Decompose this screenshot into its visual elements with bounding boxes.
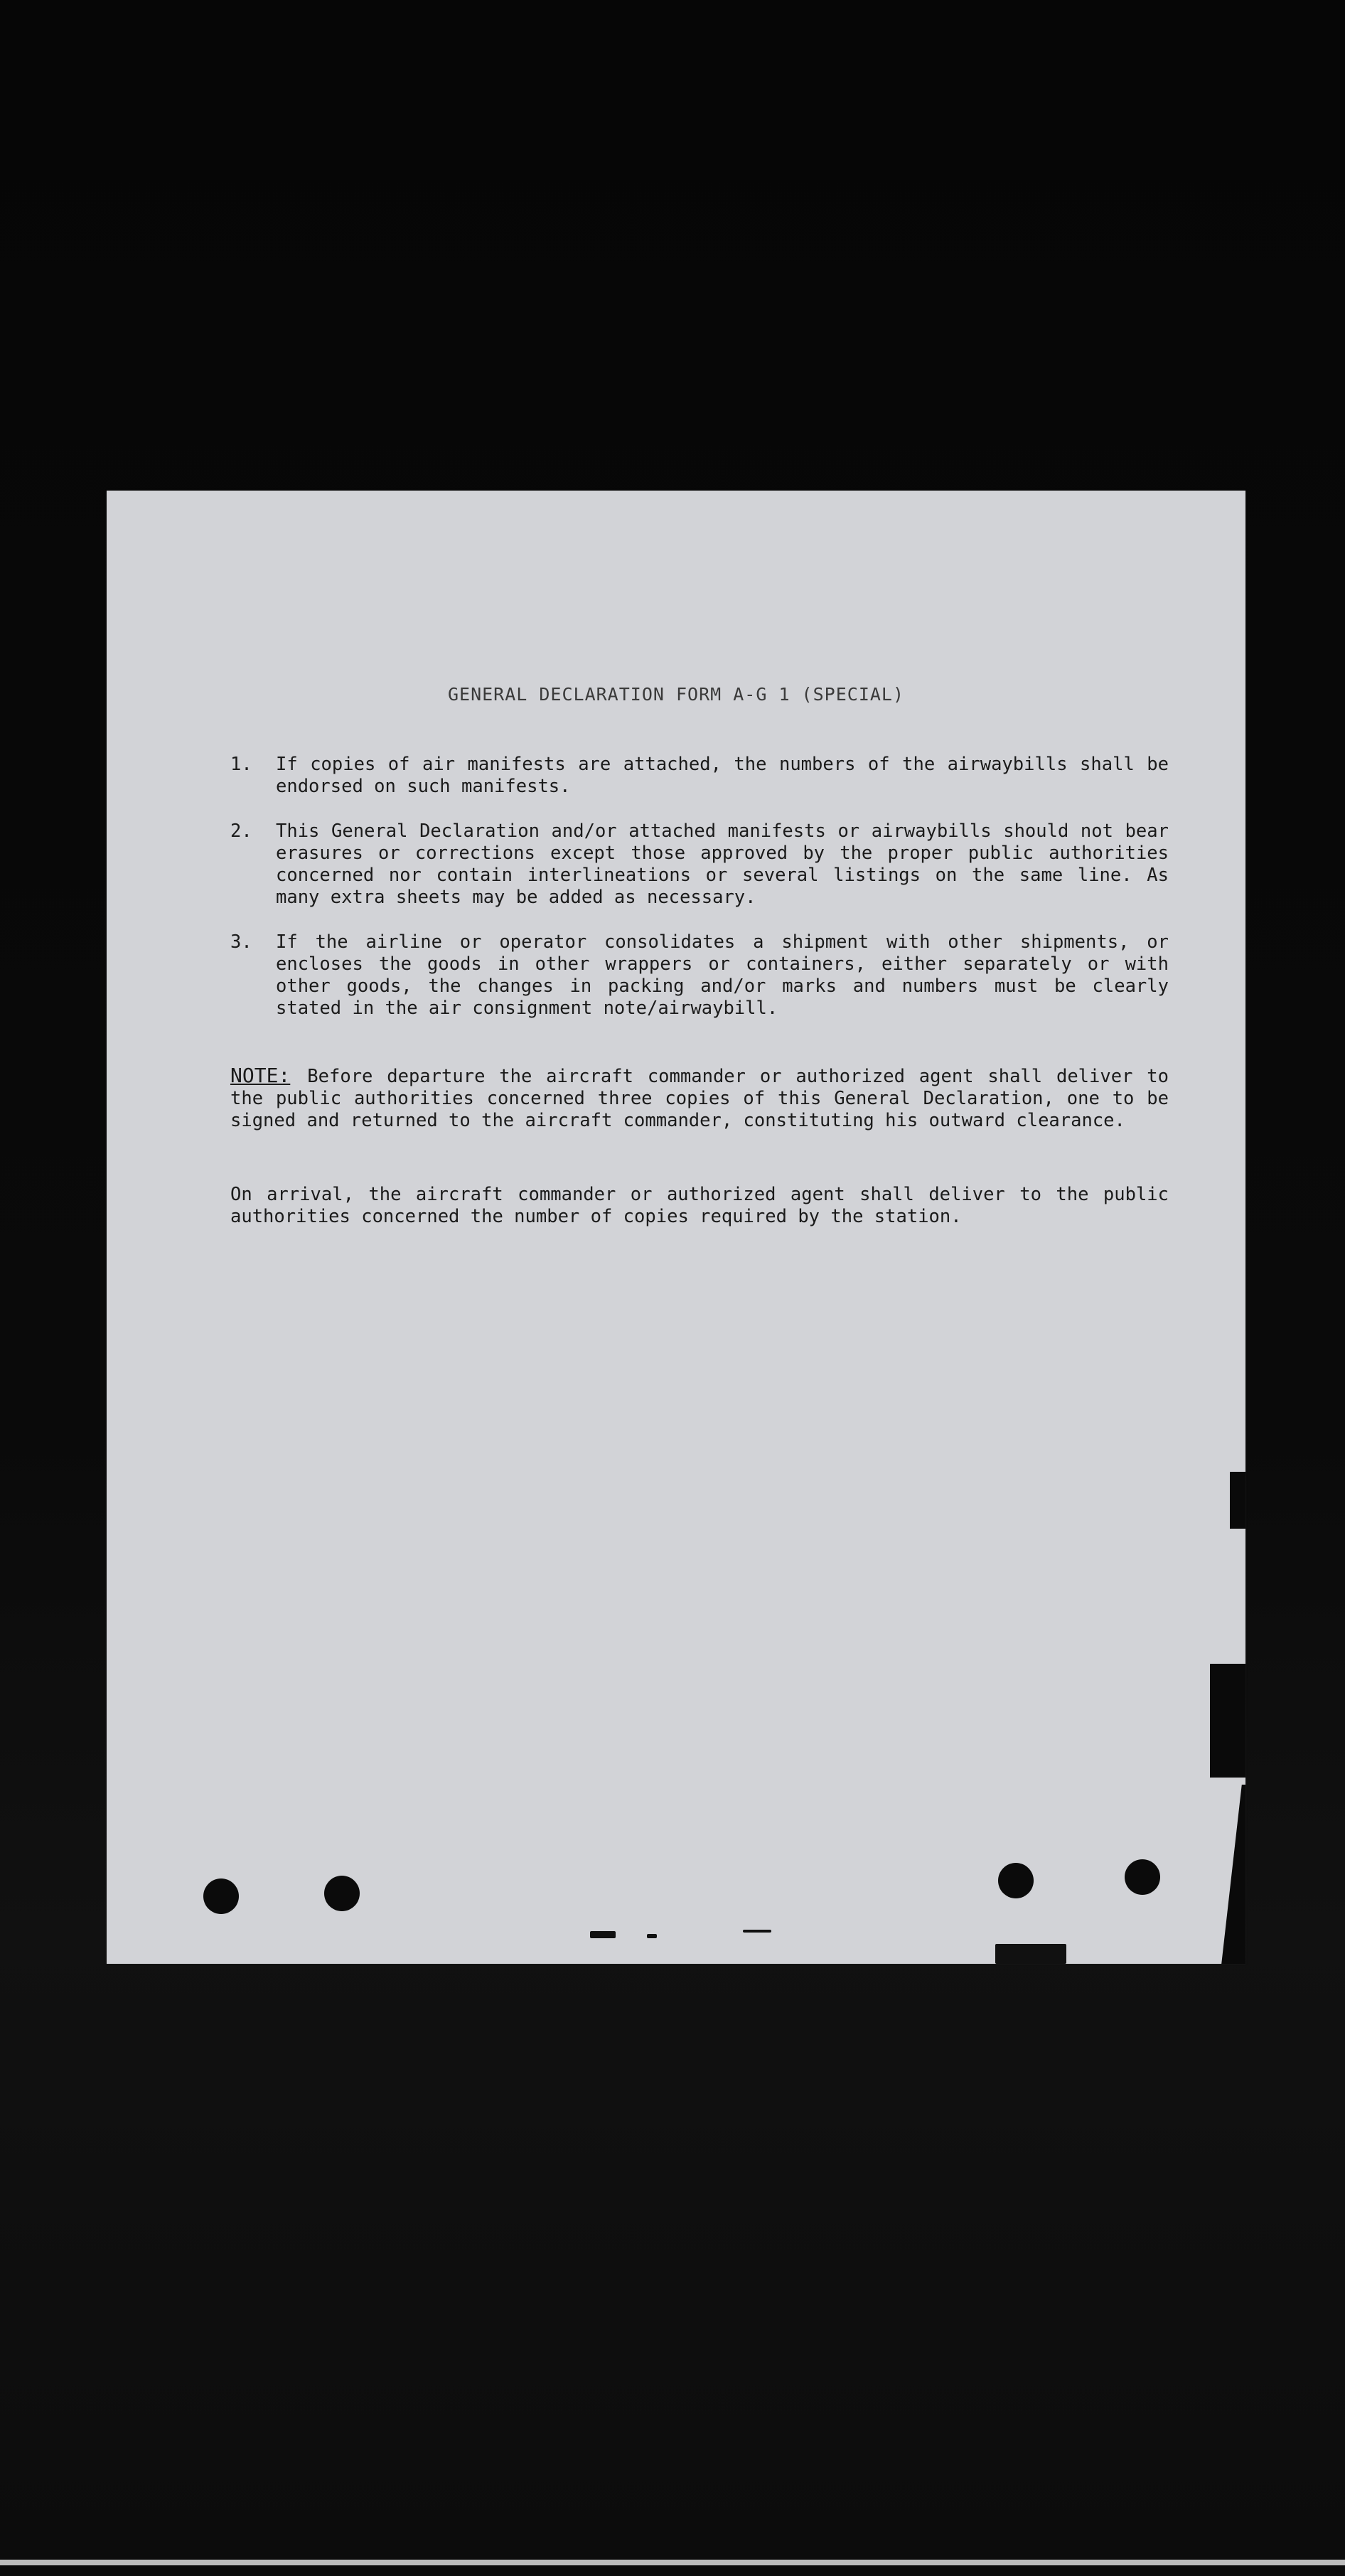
instruction-number: 3. — [230, 931, 252, 953]
document-page — [107, 491, 1245, 1964]
edge-mark — [995, 1944, 1066, 1964]
punch-hole — [203, 1878, 239, 1914]
instruction-text: If copies of air manifests are attached, the numbers of the airwaybills shall be endorsed on such manifests. — [276, 754, 1169, 797]
instruction-list — [230, 754, 1169, 1042]
torn-edge — [1230, 1472, 1245, 1529]
film-edge-strip — [0, 2560, 1345, 2565]
edge-mark — [647, 1934, 657, 1938]
punch-hole — [998, 1863, 1034, 1898]
edge-mark — [590, 1931, 616, 1938]
instruction-item-3 — [230, 931, 1169, 1020]
instruction-number: 2. — [230, 821, 252, 842]
note-paragraph — [230, 1064, 1169, 1132]
punch-hole — [324, 1876, 360, 1911]
torn-edge — [1209, 1785, 1245, 1964]
instruction-text: This General Declaration and/or attached manifests or airwaybills should not bear erasures or corrections except those approved by the proper public authorities concerned nor contain interlineations or several listings on the same line. As many extra sheets may be added as necessary. — [276, 821, 1169, 908]
document-title: GENERAL DECLARATION FORM A-G 1 (SPECIAL) — [447, 684, 905, 705]
instruction-item-1 — [230, 754, 1169, 798]
arrival-paragraph: On arrival, the aircraft commander or authorized agent shall deliver to the public authorities concerned the number of copies required by the station. — [230, 1184, 1169, 1227]
note-label: NOTE: — [230, 1064, 291, 1087]
edge-mark — [743, 1930, 771, 1933]
instruction-number: 1. — [230, 754, 252, 775]
torn-edge — [1210, 1664, 1245, 1778]
instruction-item-2 — [230, 821, 1169, 909]
note-text: Before departure the aircraft commander or authorized agent shall deliver to the public authorities concerned three copies of this General Declaration, one to be signed and returned to the aircraft commander, constituting his outward clearance. — [230, 1066, 1169, 1131]
instruction-text: If the airline or operator consolidates a shipment with other shipments, or encloses the goods in other wrappers or containers, either separately or with other goods, the changes in packing and/or marks and numbers must be clearly stated in the air consignment note/airwaybill. — [276, 931, 1169, 1019]
punch-hole — [1125, 1859, 1160, 1895]
